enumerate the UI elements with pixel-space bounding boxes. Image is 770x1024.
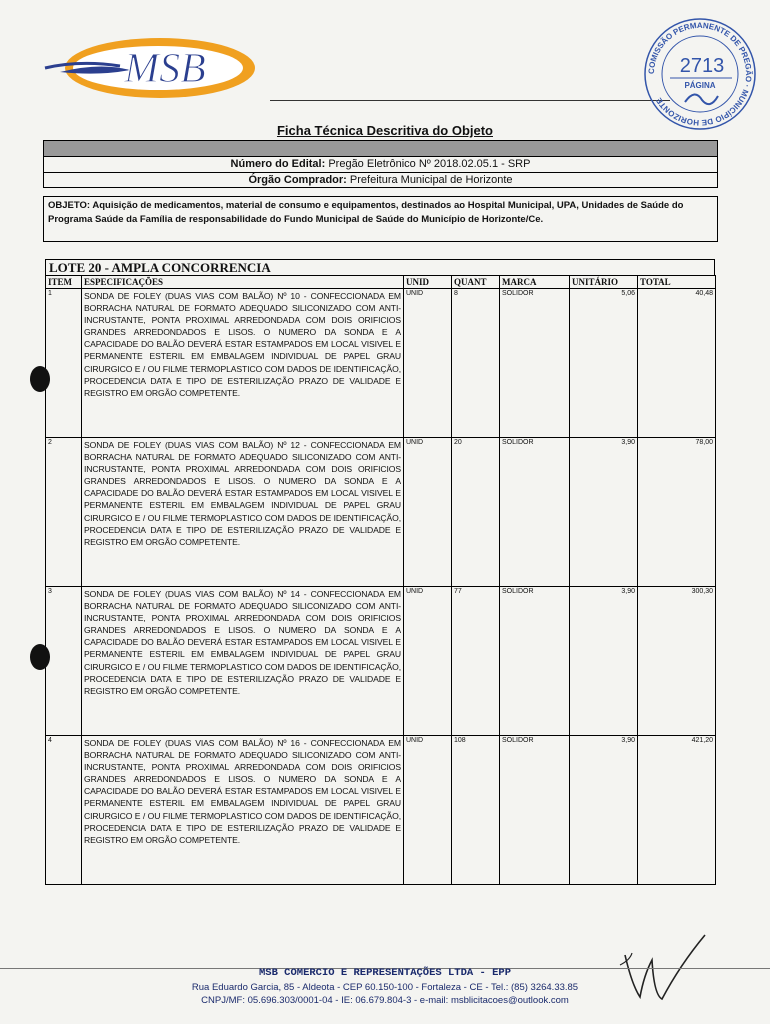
cell-spec: SONDA DE FOLEY (DUAS VIAS COM BALÃO) Nº 12 - CONFECCIONADA EM BORRACHA NATURAL DE FORMATO ADEQUADO SILICONIZADO COM ANTI- INCRUSTANTE, PONTA PROXIMAL ARREDONDADA COM DOIS ORIFICIOS GRANDES ARREDONDADOS E LISOS. O NUMERO DA SONDA E A CAPACIDADE DO BALÃO DEVERÁ ESTAR ESTAMPADOS EM LOCAL VISIVEL E PERMANENTE ESTERIL EM EMBALAGEM INDIVIDUAL DE PAPEL GRAU CIRURGICO E / OU FILME TERMOPLASTICO COM DADOS DE IDENTIFICAÇÃO, PROCEDENCIA DATA E TIPO DE ESTERILIZAÇÃO PRAZO DE VALIDADE E REGISTRO EM ORGÃO COMPETENTE. xyxy=(82,438,404,587)
edital-header-bar xyxy=(44,141,717,157)
column-header-unitario: UNITÁRIO xyxy=(570,276,638,289)
cell-unid: UNID xyxy=(404,587,452,736)
buyer-value: Prefeitura Municipal de Horizonte xyxy=(349,174,513,186)
footer-contact: CNPJ/MF: 05.696.303/0001-04 - IE: 06.679.804-3 - e-mail: msblicitacoes@outlook.com xyxy=(201,995,569,1006)
lote-table xyxy=(45,275,716,885)
cell-total: 300,30 xyxy=(638,587,716,736)
page-title: Ficha Técnica Descritiva do Objeto xyxy=(276,123,493,138)
stamp-number: 2713 xyxy=(679,55,725,77)
table-row xyxy=(46,736,716,885)
cell-total: 40,48 xyxy=(638,289,716,438)
footer-company: MSB COMERCIO E REPRESENTAÇÕES LTDA - EPP xyxy=(258,967,512,979)
cell-unid: UNID xyxy=(404,289,452,438)
table-row xyxy=(46,289,716,438)
cell-marca: SOLIDOR xyxy=(500,438,570,587)
cell-marca: SOLIDOR xyxy=(500,289,570,438)
buyer-label: Órgão Comprador: xyxy=(248,174,347,186)
signature xyxy=(610,925,720,1005)
cell-spec: SONDA DE FOLEY (DUAS VIAS COM BALÃO) Nº 10 - CONFECCIONADA EM BORRACHA NATURAL DE FORMATO ADEQUADO SILICONIZADO COM ANTI- INCRUSTANTE, PONTA PROXIMAL ARREDONDADA COM DOIS ORIFICIOS GRANDES ARREDONDADOS E LISOS. O NUMERO DA SONDA E A CAPACIDADE DO BALÃO DEVERÁ ESTAR ESTAMPADOS EM LOCAL VISIVEL E PERMANENTE ESTERIL EM EMBALAGEM INDIVIDUAL DE PAPEL GRAU CIRURGICO E / OU FILME TERMOPLASTICO COM DADOS DE IDENTIFICAÇÃO, PROCEDENCIA DATA E TIPO DE ESTERILIZAÇÃO PRAZO DE VALIDADE E REGISTRO EM ORGÃO COMPETENTE. xyxy=(82,289,404,438)
edital-number-value: Pregão Eletrônico Nº 2018.02.05.1 - SRP xyxy=(328,158,531,170)
cell-unitario: 3,90 xyxy=(570,736,638,885)
logo-text: MSB xyxy=(124,46,206,92)
cell-marca: SOLIDOR xyxy=(500,587,570,736)
objeto-box xyxy=(43,196,718,242)
objeto-text: Aquisição de medicamentos, material de consumo e equipamentos, destinados ao Hospital Municipal, UPA, Unidades de Saúde do Programa Saúde da Família de responsabilidade do Fundo Municipal de Saúde do Município de Horizonte/Ce. xyxy=(48,200,684,225)
punch-hole xyxy=(30,644,50,670)
edital-box xyxy=(43,140,718,188)
cell-item: 2 xyxy=(46,438,82,587)
buyer-line xyxy=(44,173,717,188)
cell-quant: 20 xyxy=(452,438,500,587)
edital-number-line xyxy=(44,157,717,173)
cell-unid: UNID xyxy=(404,736,452,885)
cell-item: 3 xyxy=(46,587,82,736)
stamp-page-label: PÁGINA xyxy=(684,81,716,90)
cell-quant: 108 xyxy=(452,736,500,885)
cell-total: 78,00 xyxy=(638,438,716,587)
cell-marca: SOLIDOR xyxy=(500,736,570,885)
table-header-row xyxy=(46,276,716,289)
edital-number-label: Número do Edital: xyxy=(230,158,326,170)
column-header-specs: ESPECIFICAÇÕES xyxy=(82,276,404,289)
objeto-label: OBJETO: xyxy=(48,200,91,211)
column-header-quant: QUANT xyxy=(452,276,500,289)
table-row xyxy=(46,438,716,587)
header-rule xyxy=(270,100,670,101)
column-header-total: TOTAL xyxy=(638,276,716,289)
protocol-stamp xyxy=(640,14,760,134)
column-header-marca: MARCA xyxy=(500,276,570,289)
cell-quant: 8 xyxy=(452,289,500,438)
stamp-initials xyxy=(685,94,718,104)
stamp-ring-text: COMISSÃO PERMANENTE DE PREGÃO · MUNICÍPIO DE HORIZONTE xyxy=(646,20,754,128)
cell-item: 1 xyxy=(46,289,82,438)
cell-unid: UNID xyxy=(404,438,452,587)
company-logo xyxy=(40,32,260,102)
cell-spec: SONDA DE FOLEY (DUAS VIAS COM BALÃO) Nº 14 - CONFECCIONADA EM BORRACHA NATURAL DE FORMATO ADEQUADO SILICONIZADO COM ANTI- INCRUSTANTE, PONTA PROXIMAL ARREDONDADA COM DOIS ORIFICIOS GRANDES ARREDONDADOS E LISOS. O NUMERO DA SONDA E A CAPACIDADE DO BALÃO DEVERÁ ESTAR ESTAMPADOS EM LOCAL VISIVEL E PERMANENTE ESTERIL EM EMBALAGEM INDIVIDUAL DE PAPEL GRAU CIRURGICO E / OU FILME TERMOPLASTICO COM DADOS DE IDENTIFICAÇÃO, PROCEDENCIA DATA E TIPO DE ESTERILIZAÇÃO PRAZO DE VALIDADE E REGISTRO EM ORGÃO COMPETENTE. xyxy=(82,587,404,736)
cell-unitario: 5,06 xyxy=(570,289,638,438)
lote-title: LOTE 20 - AMPLA CONCORRENCIA xyxy=(45,259,715,275)
cell-unitario: 3,90 xyxy=(570,438,638,587)
punch-hole xyxy=(30,366,50,392)
footer-address: Rua Eduardo Garcia, 85 - Aldeota - CEP 60.150-100 - Fortaleza - CE - Tel.: (85) 3264.33.85 xyxy=(191,982,579,993)
cell-item: 4 xyxy=(46,736,82,885)
cell-unitario: 3,90 xyxy=(570,587,638,736)
cell-total: 421,20 xyxy=(638,736,716,885)
column-header-item: ITEM xyxy=(46,276,82,289)
cell-quant: 77 xyxy=(452,587,500,736)
column-header-unid: UNID xyxy=(404,276,452,289)
cell-spec: SONDA DE FOLEY (DUAS VIAS COM BALÃO) Nº 16 - CONFECCIONADA EM BORRACHA NATURAL DE FORMATO ADEQUADO SILICONIZADO COM ANTI- INCRUSTANTE, PONTA PROXIMAL ARREDONDADA COM DOIS ORIFICIOS GRANDES ARREDONDADOS E LISOS. O NUMERO DA SONDA E A CAPACIDADE DO BALÃO DEVERÁ ESTAR ESTAMPADOS EM LOCAL VISIVEL E PERMANENTE ESTERIL EM EMBALAGEM INDIVIDUAL DE PAPEL GRAU CIRURGICO E / OU FILME TERMOPLASTICO COM DADOS DE IDENTIFICAÇÃO, PROCEDENCIA DATA E TIPO DE ESTERILIZAÇÃO PRAZO DE VALIDADE E REGISTRO EM ORGÃO COMPETENTE. xyxy=(82,736,404,885)
table-row xyxy=(46,587,716,736)
